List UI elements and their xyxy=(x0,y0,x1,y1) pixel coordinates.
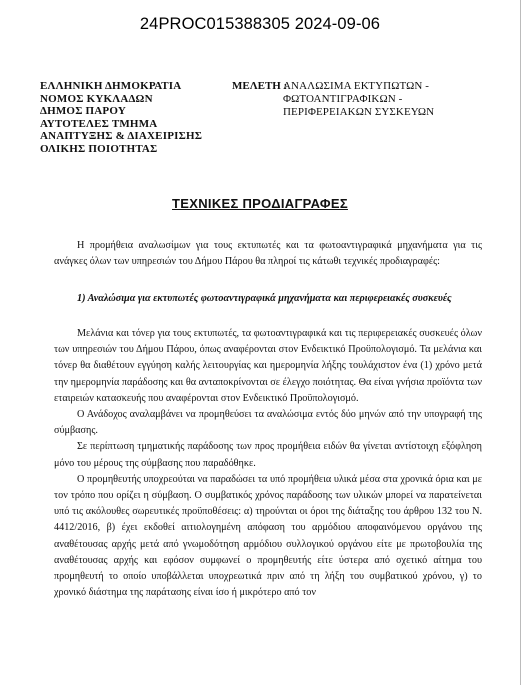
section-heading: 1) Αναλώσιμα για εκτυπωτές φωτοαντιγραφικά μηχανήματα και περιφερειακές συσκευές xyxy=(77,293,452,304)
authority-line: ΔΗΜΟΣ ΠΑΡΟΥ xyxy=(40,105,126,118)
authority-line: ΑΥΤΟΤΕΛΕΣ ΤΜΗΜΑ xyxy=(40,117,158,130)
paragraph: Σε περίπτωση τμηματικής παράδοσης των προς προμήθεια ειδών θα γίνεται αντίστοιχη εξόφληση μόνο του μέρους της σύμβασης που παραδόθηκε. xyxy=(54,441,482,469)
paragraph: Ο Ανάδοχος αναλαμβάνει να προμηθεύσει τα αναλώσιμα εντός δύο μηνών από την υπογραφή της σύμβασης. xyxy=(54,409,482,437)
authority-line: ΟΛΙΚΗΣ ΠΟΙΟΤΗΤΑΣ xyxy=(40,142,158,155)
study-line: ΦΩΤΟΑΝΤΙΓΡΑΦΙΚΩΝ - xyxy=(283,93,403,105)
page-title: ΤΕΧΝΙΚΕΣ ΠΡΟΔΙΑΓΡΑΦΕΣ xyxy=(172,196,348,211)
study-line: ΑΝΑΛΩΣΙΜΑ ΕΚΤΥΠΩΤΩΝ - xyxy=(283,80,430,92)
intro-paragraph: Η προμήθεια αναλωσίμων για τους εκτυπωτές και τα φωτοαντιγραφικά μηχανήματα για τις ανάγκες όλων των υπηρεσιών του Δήμου Πάρου θα πληροί τις κάτωθι τεχνικές προδιαγραφές: xyxy=(54,240,482,268)
study-line: ΠΕΡΙΦΕΡΕΙΑΚΩΝ ΣΥΣΚΕΥΩΝ xyxy=(283,106,435,118)
paragraph: Μελάνια και τόνερ για τους εκτυπωτές, τα φωτοαντιγραφικά και τις περιφερειακές συσκευές όλων των υπηρεσιών του Δήμου Πάρου, όπως αναφέρονται στον Ενδεικτικό Προϋπολογισμό. Τα μελάνια και τόνερ θα διαθέτουν εγγύηση καλής λειτουργίας και ημερομηνία λήξης τουλάχιστον ένα (1) χρόνο μετά την ημερομηνία παράδοσης και θα ανταποκρίνονται σε έλεγχο ποιότητας. Θα είναι γνήσια προϊόντα των εταιρειών κατασκευής που αναφέρονται στον Ενδεικτικό Προϋπολογισμό. xyxy=(54,328,482,404)
authority-line: ΑΝΑΠΤΥΞΗΣ & ΔΙΑΧΕΙΡΙΣΗΣ xyxy=(40,130,203,143)
issuing-authority xyxy=(40,80,202,156)
authority-line: ΕΛΛΗΝΙΚΗ ΔΗΜΟΚΡΑΤΙΑ xyxy=(40,80,182,92)
paragraph: Ο προμηθευτής υποχρεούται να παραδώσει τα υπό προμήθεια υλικά μέσα στα χρονικά όρια και με τον τρόπο που ορίζει η σύμβαση. Ο συμβατικός χρόνος παράδοσης των υλικών μπορεί να παρατείνεται υπό τις ακόλουθες σωρευτικές προϋποθέσεις: α) τηρούνται οι όροι της διάταξης του άρθρου 132 του Ν. 4412/2016, β) έχει εκδοθεί αιτιολογημένη απόφαση του αρμόδιου αποφαινόμενου οργάνου της αναθέτουσας αρχής μετά από γνωμοδότηση αρμόδιου συλλογικού οργάνου είτε με πρωτοβουλία της αναθέτουσας αρχής και εφόσον συμφωνεί ο προμηθευτής είτε ύστερα από σχετικό αίτημα του προμηθευτή το οποίο υποβάλλεται υποχρεωτικά πριν από τη λήξη του συμβατικού χρόνου, γ) το χρονικό διάστημα της παράτασης είναι ίσο ή μικρότερο από τον xyxy=(54,473,482,599)
section-body xyxy=(54,326,482,601)
document-stamp: 24PROC015388305 2024-09-06 xyxy=(139,15,381,33)
page-edge xyxy=(520,0,521,685)
study-title xyxy=(283,80,434,119)
intro-block xyxy=(54,238,482,270)
study-label: ΜΕΛΕΤΗ : xyxy=(232,80,288,92)
authority-line: ΝΟΜΟΣ ΚΥΚΛΑΔΩΝ xyxy=(40,92,153,105)
